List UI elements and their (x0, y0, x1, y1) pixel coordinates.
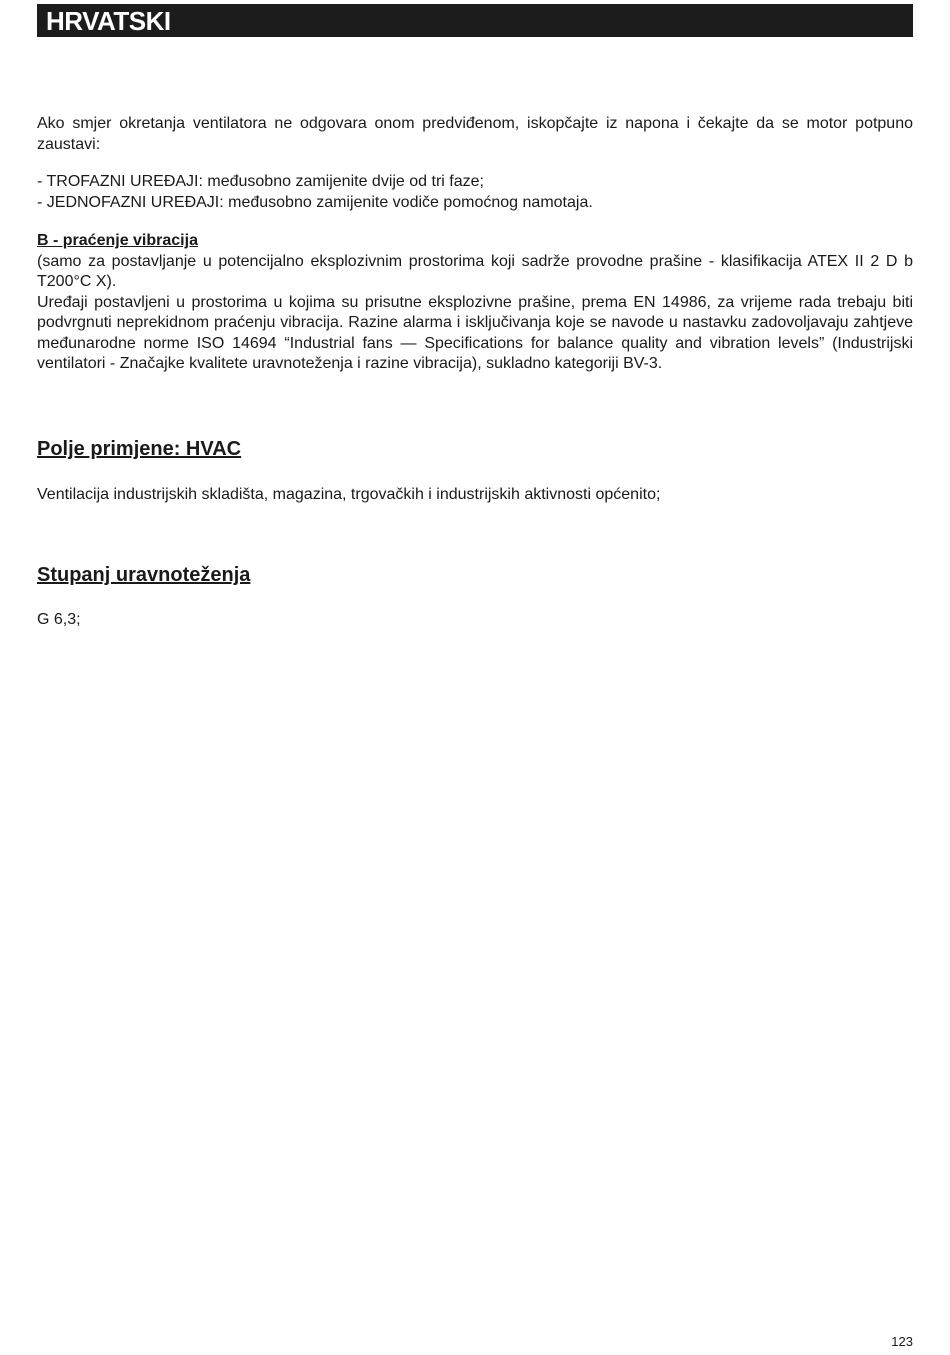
application-text: Ventilacija industrijskih skladišta, magazina, trgovačkih i industrijskih aktivnosti općenito; (37, 486, 661, 503)
list-item: - JEDNOFAZNI UREĐAJI: međusobno zamijenite vodiče pomoćnog namotaja. (37, 193, 593, 211)
balance-text: G 6,3; (37, 611, 81, 628)
balance-section (37, 610, 913, 631)
list-item: - TROFAZNI UREĐAJI: međusobno zamijenite dvije od tri faze; (37, 173, 484, 190)
vibration-body: Uređaji postavljeni u prostorima u kojima su prisutne eksplozivne prašine, prema EN 14986, za vrijeme rada trebaju biti podvrgnuti neprekidnom praćenju vibracija. Razine alarma i isključivanja koje se navode u nastavku zadovoljavaju zahtjeve međunarodne norme ISO 14694 “Industrial fans — Specifications for balance quality and vibration levels” (Industrijski ventilatori - Značajke kvalitete uravnoteženja i razine vibracija), sukladno kategoriji BV-3. (37, 293, 913, 372)
balance-heading: Stupanj uravnoteženja (37, 564, 251, 586)
intro-section (37, 114, 913, 155)
vibration-section (37, 231, 913, 375)
language-header-bar (37, 4, 913, 37)
application-section (37, 485, 913, 506)
device-instructions-list (37, 172, 913, 213)
page-number: 123 (891, 1334, 913, 1349)
intro-paragraph: Ako smjer okretanja ventilatora ne odgovara onom predviđenom, iskopčajte iz napona i čekajte da se motor potpuno zaustavi: (37, 115, 913, 153)
application-heading: Polje primjene: HVAC (37, 438, 242, 460)
vibration-heading: B - praćenje vibracija (37, 232, 198, 249)
vibration-note: (samo za postavljanje u potencijalno eksplozivnim prostorima koji sadrže provodne prašine - klasifikacija ATEX II 2 D b T200°C X). (37, 252, 913, 290)
language-title: HRVATSKI (46, 6, 171, 36)
